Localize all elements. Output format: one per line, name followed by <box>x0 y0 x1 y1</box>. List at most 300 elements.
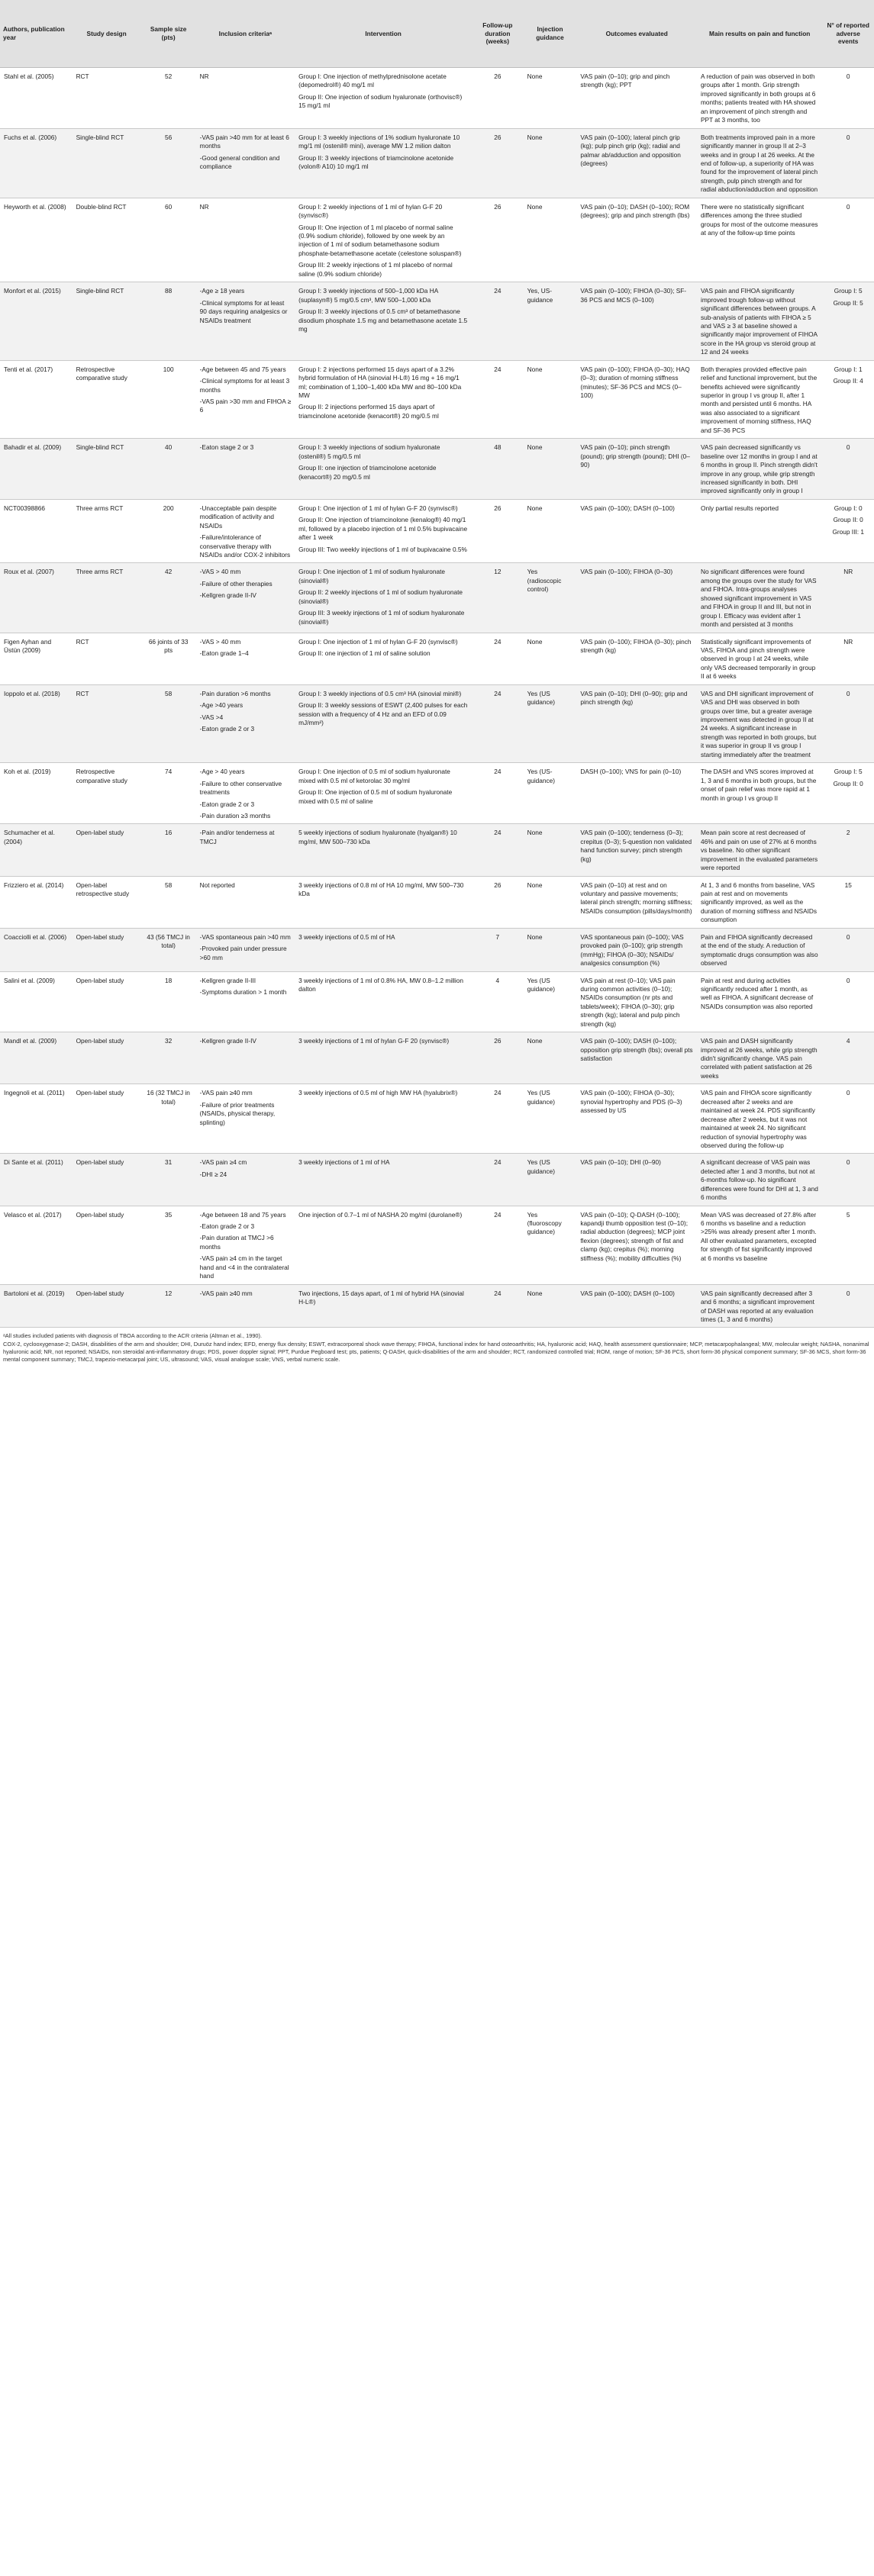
cell-intervention-line: 3 weekly injections of 0.5 ml of HA <box>298 932 395 941</box>
cell-criteria <box>196 876 295 928</box>
cell-design: Open-label study <box>73 1032 141 1084</box>
cell-criteria <box>196 282 295 361</box>
cell-intervention-line: Group III: 2 weekly injections of 1 ml placebo of normal saline (0.9% sodium chloride) <box>298 261 453 278</box>
table-row <box>0 824 874 876</box>
cell-author: Figen Ayhan and Üstün (2009) <box>0 633 73 684</box>
header-inclusion-criteria: Inclusion criteriaᵃ <box>196 0 295 68</box>
cell-criteria <box>196 563 295 633</box>
cell-author: Velasco et al. (2017) <box>0 1206 73 1284</box>
cell-followup: 24 <box>472 1284 524 1328</box>
cell-design: Three arms RCT <box>73 563 141 633</box>
cell-author: Ioppolo et al. (2018) <box>0 684 73 763</box>
table-row <box>0 499 874 563</box>
cell-adverse <box>822 198 874 282</box>
cell-design: Single-blind RCT <box>73 282 141 361</box>
cell-adverse <box>822 1284 874 1328</box>
table-body <box>0 68 874 1328</box>
cell-criteria <box>196 128 295 198</box>
cell-intervention-line: 5 weekly injections of sodium hyaluronate (hyalgan®) 10 mg/ml, MW 500–730 kDa <box>298 829 457 845</box>
cell-design: Double-blind RCT <box>73 198 141 282</box>
cell-intervention-line: Group II: 3 weekly injections of triamcinolone acetonide (volon® A10) 10 mg/1 ml <box>298 153 454 170</box>
cell-intervention <box>295 824 472 876</box>
cell-guidance: None <box>524 439 577 500</box>
footnote-criteria: ᵃAll studies included patients with diagnosis of TBOA according to the ACR criteria (Altman et al., 1990). <box>3 1332 263 1340</box>
cell-criteria-line: -Provoked pain under pressure >60 mm <box>199 945 287 961</box>
cell-outcomes: VAS pain (0–100); lateral pinch grip (kg); pulp pinch grip (kg); radial and palmar ab/adduction and opposition (degrees) <box>576 128 697 198</box>
table-row <box>0 763 874 824</box>
cell-criteria-line: -Eaton grade 2 or 3 <box>199 800 255 808</box>
header-injection-guidance: Injection guidance <box>524 0 577 68</box>
cell-sample: 60 <box>141 198 196 282</box>
cell-author: Schumacher et al. (2004) <box>0 824 73 876</box>
footnote-abbreviations: COX-2, cyclooxygenase-2; DASH, disabilities of the arm and shoulder; DHI, Duruöz hand index; EFD, energy flux density; ESWT, extracorporeal shock wave therapy; FIHOA, functional index for hand osteoarthritis; HA, hyaluronic acid; HAQ, health assessment questionnaire; MCP, metacarpophalangeal; MW, molecular weight; NASHA, nonanimal hyaluronic acid; NR, not reported; NSAIDs, non steroidal anti-inflammatory drugs; PDS, power doppler signal; PPT, Purdue Pegboard test; pts, patients; Q-DASH, quick-disabilities of the arm and shoulder; RCT, randomized controlled trial; ROM, range of motion; SF-36 PCS, short form-36 physical component summary; SF-36 MCS, short form-36 mental component summary; TMCJ, trapezio-metacarpal joint; US, ultrasound; VAS, visual analogue scale; VNS, verbal numeric scale. <box>3 1340 869 1364</box>
cell-adverse-line: 0 <box>846 443 850 452</box>
cell-adverse-line: Group II: 0 <box>833 516 863 524</box>
cell-criteria-line: -VAS > 40 mm <box>199 637 241 646</box>
cell-criteria-line: -VAS pain >40 mm for at least 6 months <box>199 133 289 150</box>
cell-author: Bartoloni et al. (2019) <box>0 1284 73 1328</box>
cell-adverse-line: 15 <box>844 881 852 889</box>
cell-criteria-line: -Kellgren grade II-IV <box>199 1037 256 1045</box>
cell-results: VAS pain and FIHOA significantly improved trough follow-up without significant differences between groups. A sub-analysis of patients with FIHOA ≥ 5 and VAS ≥ 3 at baseline showed a significantly major improvement of FIHOA score in the HA group vs steroid group at 12 and 24 weeks <box>697 282 822 361</box>
cell-sample: 42 <box>141 563 196 633</box>
cell-criteria-line: -Eaton grade 1–4 <box>199 649 249 657</box>
cell-results: At 1, 3 and 6 months from baseline, VAS pain at rest and on movements significantly improved, as well as the duration of morning stiffness and NSAIDs consumption <box>697 876 822 928</box>
cell-intervention-line: Group II: one injection of triamcinolone acetonide (kenacort®) 20 mg/0.5 ml <box>298 464 437 481</box>
cell-adverse <box>822 633 874 684</box>
cell-guidance: None <box>524 128 577 198</box>
cell-sample: 32 <box>141 1032 196 1084</box>
cell-followup: 24 <box>472 684 524 763</box>
header-main-results: Main results on pain and function <box>697 0 822 68</box>
cell-intervention <box>295 68 472 129</box>
cell-criteria <box>196 763 295 824</box>
cell-design: RCT <box>73 684 141 763</box>
header-outcomes: Outcomes evaluated <box>576 0 697 68</box>
cell-guidance: Yes (US guidance) <box>524 1154 577 1206</box>
cell-followup: 24 <box>472 763 524 824</box>
cell-intervention-line: 3 weekly injections of 1 ml of hylan G-F 20 (synvisc®) <box>298 1037 450 1045</box>
cell-followup: 48 <box>472 439 524 500</box>
table-row <box>0 563 874 633</box>
cell-criteria-line: Not reported <box>199 881 235 889</box>
cell-adverse <box>822 563 874 633</box>
cell-outcomes: VAS pain (0–100); DASH (0–100) <box>576 1284 697 1328</box>
cell-sample: 43 (56 TMCJ in total) <box>141 928 196 971</box>
cell-criteria-line: -Kellgren grade II-IV <box>199 591 256 600</box>
cell-adverse <box>822 68 874 129</box>
cell-criteria-line: -Age > 40 years <box>199 768 245 776</box>
cell-design: Open-label study <box>73 1154 141 1206</box>
table-row <box>0 282 874 361</box>
cell-followup: 26 <box>472 68 524 129</box>
cell-sample: 18 <box>141 971 196 1032</box>
cell-outcomes: VAS pain (0–10) at rest and on voluntary and passive movements; lateral pinch strength; morning stiffness; NSAIDs consumption (pills/days/month) <box>576 876 697 928</box>
cell-adverse-line: 0 <box>846 72 850 80</box>
cell-adverse-line: Group III: 1 <box>832 527 864 536</box>
cell-outcomes: VAS pain (0–10); DHI (0–90) <box>576 1154 697 1206</box>
cell-intervention-line: 3 weekly injections of 1 ml of 0.8% HA, MW 0.8–1.2 million dalton <box>298 976 463 993</box>
cell-intervention-line: Group I: One injection of 0.5 ml of sodium hyaluronate mixed with 0.5 ml of ketorolac 30 mg/ml <box>298 768 450 784</box>
cell-guidance: None <box>524 876 577 928</box>
cell-intervention-line: 3 weekly injections of 0.5 ml of high MW HA (hyalubrix®) <box>298 1089 458 1097</box>
cell-criteria <box>196 1084 295 1154</box>
cell-criteria <box>196 633 295 684</box>
cell-criteria-line: -Unacceptable pain despite modification of activity and NSAIDs <box>199 504 277 530</box>
table-row <box>0 1206 874 1284</box>
cell-outcomes: VAS pain (0–10); pinch strength (pound); grip strength (pound); DHI (0–90) <box>576 439 697 500</box>
cell-followup: 26 <box>472 1032 524 1084</box>
cell-criteria <box>196 1032 295 1084</box>
table-row <box>0 128 874 198</box>
cell-author: Tenti et al. (2017) <box>0 360 73 439</box>
cell-intervention-line: Group I: One injection of 1 ml of sodium hyaluronate (sinovial®) <box>298 568 445 584</box>
cell-criteria-line: -VAS spontaneous pain >40 mm <box>199 932 291 941</box>
cell-criteria-line: -Failure of other therapies <box>199 579 273 588</box>
table-row <box>0 1032 874 1084</box>
cell-outcomes: VAS pain (0–10); Q-DASH (0–100); kapandji thumb opposition test (0–10); radial abduction (degrees); MCP joint flexion (degrees); strength of fist and clamp (kg); crepitus (%); morning stiffness (%); mobility difficulties (%) <box>576 1206 697 1284</box>
table-row <box>0 1284 874 1328</box>
cell-guidance: Yes (US-guidance) <box>524 763 577 824</box>
cell-design: Single-blind RCT <box>73 128 141 198</box>
cell-criteria-line: -Age between 18 and 75 years <box>199 1210 286 1219</box>
table-row <box>0 684 874 763</box>
cell-results: VAS pain significantly decreased after 3 and 6 months; a significant improvement of DASH was reported at any evaluation times (1, 3 and 6 months) <box>697 1284 822 1328</box>
cell-adverse-line: Group II: 5 <box>833 298 863 307</box>
cell-followup: 26 <box>472 198 524 282</box>
cell-author: Monfort et al. (2015) <box>0 282 73 361</box>
cell-intervention-line: Group I: 3 weekly injections of 0.5 cm³ HA (sinovial mini®) <box>298 689 462 697</box>
cell-intervention-line: Group II: 2 injections performed 15 days apart of triamcinolone acetonide (kenacort®) 20 mg/0.5 ml <box>298 403 439 420</box>
cell-design: Open-label study <box>73 971 141 1032</box>
cell-criteria <box>196 1206 295 1284</box>
cell-guidance: None <box>524 499 577 563</box>
cell-results: Statistically significant improvements of VAS, FIHOA and pinch strength were observed in group I at 24 weeks, while only VAS decreased temporarily in group II at 6 weeks <box>697 633 822 684</box>
cell-criteria <box>196 1284 295 1328</box>
cell-intervention-line: Group II: 3 weekly injections of 0.5 cm³ of betamethasone disodium phosphate 1.5 mg and betamethasone acetate 1.5 mg <box>298 308 468 333</box>
cell-followup: 24 <box>472 1084 524 1154</box>
cell-sample: 56 <box>141 128 196 198</box>
cell-criteria-line: -VAS pain ≥40 mm <box>199 1089 253 1097</box>
cell-criteria <box>196 198 295 282</box>
cell-results: VAS pain and DASH significantly improved at 26 weeks, while grip strength didn't significantly change. VAS pain correlated with patient satisfaction at 26 weeks <box>697 1032 822 1084</box>
cell-criteria-line: -VAS pain >30 mm and FIHOA ≥ 6 <box>199 398 292 414</box>
cell-intervention <box>295 633 472 684</box>
cell-results: VAS and DHI significant improvement of VAS and DHI was observed in both groups over time, but a greater average improvement was detected in group II at 24 weeks. A significant increase in strength was reported in both groups, but it was superior in group II vs group I starting immediately after the treatment <box>697 684 822 763</box>
cell-sample: 52 <box>141 68 196 129</box>
cell-adverse <box>822 128 874 198</box>
cell-author: Stahl et al. (2005) <box>0 68 73 129</box>
cell-criteria-line: -VAS >4 <box>199 713 224 721</box>
cell-criteria-line: -Clinical symptoms for at least 3 months <box>199 377 290 394</box>
cell-author: Frizziero et al. (2014) <box>0 876 73 928</box>
cell-intervention-line: Group II: One injection of 1 ml placebo of normal saline (0.9% sodium chloride), followed by one week by an injection of 1 ml of sodium betamethasone sodium phosphate-betamethasone acetate (celestone soluspan®) <box>298 223 462 257</box>
cell-criteria <box>196 684 295 763</box>
cell-design: Open-label study <box>73 928 141 971</box>
cell-criteria <box>196 971 295 1032</box>
header-authors: Authors, publication year <box>0 0 73 68</box>
header-sample-size: Sample size (pts) <box>141 0 196 68</box>
cell-followup: 26 <box>472 876 524 928</box>
cell-adverse-line: Group I: 5 <box>834 768 863 776</box>
cell-criteria-line: -Age ≥ 18 years <box>199 287 245 295</box>
cell-followup: 26 <box>472 499 524 563</box>
cell-results: A significant decrease of VAS pain was detected after 1 and 3 months, but not at 6-months follow-up. No significant differences were found for DHI at 1, 3 and 6 months <box>697 1154 822 1206</box>
cell-adverse-line: NR <box>843 637 853 646</box>
cell-criteria-line: -Failure/intolerance of conservative therapy with NSAIDs and/or COX-2 inhibitors <box>199 533 291 559</box>
cell-results: VAS pain and FIHOA score significantly decreased after 2 weeks and are maintained at week 24. PDS significantly decrease after 2 weeks, but it was not maintained at week 24. No significant reduction of synovial hypertrophy was observed during the follow-up <box>697 1084 822 1154</box>
cell-intervention-line: Group I: One injection of 1 ml of hylan G-F 20 (synvisc®) <box>298 504 458 512</box>
cell-design: Open-label study <box>73 1284 141 1328</box>
cell-design: Single-blind RCT <box>73 439 141 500</box>
cell-intervention-line: Group I: One injection of 1 ml of hylan G-F 20 (synvisc®) <box>298 637 458 646</box>
cell-intervention-line: Group II: 3 weekly sessions of ESWT (2,400 pulses for each session with a frequency of 4 Hz and an EFD of 0.09 mJ/mm²) <box>298 701 468 726</box>
cell-adverse-line: 5 <box>846 1210 850 1219</box>
cell-author: Salini et al. (2009) <box>0 971 73 1032</box>
cell-guidance: Yes (US guidance) <box>524 1084 577 1154</box>
cell-adverse <box>822 499 874 563</box>
cell-outcomes: DASH (0–100); VNS for pain (0–10) <box>576 763 697 824</box>
cell-criteria-line: -Eaton grade 2 or 3 <box>199 725 255 733</box>
cell-sample: 12 <box>141 1284 196 1328</box>
cell-criteria-line: -DHI ≥ 24 <box>199 1170 227 1178</box>
cell-guidance: None <box>524 68 577 129</box>
cell-intervention-line: Group II: 2 weekly injections of 1 ml of sodium hyaluronate (sinovial®) <box>298 588 463 605</box>
cell-adverse-line: 0 <box>846 1158 850 1167</box>
cell-criteria <box>196 68 295 129</box>
cell-sample: 88 <box>141 282 196 361</box>
cell-adverse <box>822 876 874 928</box>
cell-criteria-line: -VAS pain ≥40 mm <box>199 1289 253 1297</box>
cell-design: Open-label study <box>73 1084 141 1154</box>
cell-intervention <box>295 198 472 282</box>
cell-followup: 24 <box>472 282 524 361</box>
cell-adverse <box>822 763 874 824</box>
cell-design: Open-label study <box>73 824 141 876</box>
cell-criteria-line: -Pain duration at TMCJ >6 months <box>199 1234 274 1251</box>
cell-intervention-line: Group I: One injection of methylprednisolone acetate (depomedrol®) 40 mg/1 ml <box>298 72 447 89</box>
cell-adverse <box>822 1032 874 1084</box>
cell-criteria <box>196 439 295 500</box>
cell-sample: 58 <box>141 876 196 928</box>
cell-results: There were no statistically significant differences among the three studied groups for most of the outcome measures at any of the follow-up time points <box>697 198 822 282</box>
cell-intervention-line: Group II: One injection of 0.5 ml of sodium hyaluronate mixed with 0.5 ml of saline <box>298 788 453 805</box>
cell-author: Di Sante et al. (2011) <box>0 1154 73 1206</box>
cell-sample: 66 joints of 33 pts <box>141 633 196 684</box>
cell-guidance: None <box>524 360 577 439</box>
cell-guidance: None <box>524 1284 577 1328</box>
cell-intervention-line: Group I: 3 weekly injections of 500–1,000 kDa HA (suplasyn®) 5 mg/0.5 cm³, MW 500–1,000 kDa <box>298 287 438 304</box>
cell-criteria <box>196 499 295 563</box>
table-row <box>0 928 874 971</box>
cell-intervention <box>295 1154 472 1206</box>
table-row <box>0 439 874 500</box>
cell-criteria <box>196 824 295 876</box>
cell-design: RCT <box>73 633 141 684</box>
cell-criteria-line: -VAS pain ≥4 cm <box>199 1158 247 1167</box>
cell-design: Open-label retrospective study <box>73 876 141 928</box>
cell-intervention-line: Group II: one injection of 1 ml of saline solution <box>298 649 431 657</box>
cell-criteria-line: -VAS pain ≥4 cm in the target hand and <4 in the contralateral hand <box>199 1254 289 1280</box>
cell-criteria-line: NR <box>199 72 209 80</box>
cell-guidance: Yes (fluoroscopy guidance) <box>524 1206 577 1284</box>
cell-criteria-line: -Pain and/or tenderness at TMCJ <box>199 829 275 845</box>
cell-criteria-line: -Kellgren grade II-III <box>199 976 256 984</box>
cell-followup: 24 <box>472 633 524 684</box>
cell-criteria-line: -Eaton grade 2 or 3 <box>199 1222 255 1230</box>
cell-criteria-line: -Failure to other conservative treatments <box>199 779 282 797</box>
cell-intervention <box>295 876 472 928</box>
cell-intervention-line: Two injections, 15 days apart, of 1 ml of hybrid HA (sinovial H-L®) <box>298 1289 464 1306</box>
cell-followup: 4 <box>472 971 524 1032</box>
cell-outcomes: VAS pain (0–10); DASH (0–100); ROM (degrees); grip and pinch strength (lbs) <box>576 198 697 282</box>
cell-intervention <box>295 684 472 763</box>
cell-intervention <box>295 360 472 439</box>
cell-adverse-line: Group I: 0 <box>834 504 863 512</box>
table-footnotes <box>0 1328 874 1364</box>
cell-author: Heyworth et al. (2008) <box>0 198 73 282</box>
cell-criteria-line: -Pain duration >6 months <box>199 689 271 697</box>
cell-intervention <box>295 282 472 361</box>
table-row <box>0 68 874 129</box>
cell-outcomes: VAS pain (0–10); DHI (0–90); grip and pinch strength (kg) <box>576 684 697 763</box>
cell-adverse <box>822 824 874 876</box>
cell-results: The DASH and VNS scores improved at 1, 3 and 6 months in both groups, but the onset of pain relief was more rapid at 1 month in group I vs group II <box>697 763 822 824</box>
cell-intervention-line: One injection of 0.7–1 ml of NASHA 20 mg/ml (durolane®) <box>298 1210 463 1219</box>
cell-followup: 12 <box>472 563 524 633</box>
cell-guidance: Yes (US guidance) <box>524 971 577 1032</box>
cell-criteria-line: -Eaton stage 2 or 3 <box>199 443 254 452</box>
cell-outcomes: VAS pain at rest (0–10); VAS pain during common activities (0–10); NSAIDs consumption (nr pts and tablets/week); FIHOA (0–30); grip strength (kg); lateral and pulp pinch strength (kg) <box>576 971 697 1032</box>
cell-adverse-line: Group II: 4 <box>833 377 863 385</box>
cell-outcomes: VAS pain (0–100); DASH (0–100); opposition grip strength (lbs); overall pts satisfaction <box>576 1032 697 1084</box>
cell-intervention <box>295 1032 472 1084</box>
cell-intervention-line: 3 weekly injections of 1 ml of HA <box>298 1158 390 1167</box>
cell-author: Ingegnoli et al. (2011) <box>0 1084 73 1154</box>
cell-guidance: Yes (US guidance) <box>524 684 577 763</box>
table-row <box>0 198 874 282</box>
cell-criteria-line: -Age between 45 and 75 years <box>199 365 286 373</box>
cell-intervention-line: Group III: Two weekly injections of 1 ml of bupivacaine 0.5% <box>298 545 467 553</box>
cell-criteria <box>196 1154 295 1206</box>
cell-results: Mean pain score at rest decreased of 46% and pain on use of 27% at 6 months vs baseline. No other significant improvement in the evaluated parameters were reported <box>697 824 822 876</box>
cell-sample: 74 <box>141 763 196 824</box>
cell-author: Mandl et al. (2009) <box>0 1032 73 1084</box>
cell-adverse-line: 0 <box>846 1289 850 1297</box>
cell-adverse <box>822 928 874 971</box>
cell-results: Pain at rest and during activities significantly reduced after 1 month, as well as FIHOA. A significant decrease of NSAIDs consumption was also reported <box>697 971 822 1032</box>
cell-intervention <box>295 128 472 198</box>
cell-intervention-line: 3 weekly injections of 0.8 ml of HA 10 mg/ml, MW 500–730 kDa <box>298 881 464 897</box>
cell-intervention <box>295 1206 472 1284</box>
cell-sample: 100 <box>141 360 196 439</box>
cell-adverse <box>822 1206 874 1284</box>
cell-adverse <box>822 282 874 361</box>
cell-sample: 16 (32 TMCJ in total) <box>141 1084 196 1154</box>
cell-intervention <box>295 499 472 563</box>
cell-criteria-line: -Failure of prior treatments (NSAIDs, physical therapy, splinting) <box>199 1100 276 1126</box>
cell-outcomes: VAS spontaneous pain (0–100); VAS provoked pain (0–100); grip strength (mmHg); FIHOA (0–30); NSAIDs/ analgesics consumption (%) <box>576 928 697 971</box>
cell-design: Retrospective comparative study <box>73 360 141 439</box>
cell-adverse <box>822 1084 874 1154</box>
cell-sample: 200 <box>141 499 196 563</box>
table-row <box>0 633 874 684</box>
cell-intervention-line: Group I: 2 injections performed 15 days apart of a 3.2% hybrid formulation of HA (sinovial H-L®) 16 mg + 16 mg/1 ml; combination of 1,100–1,400 kDa MW and 80–100 kDa MW <box>298 365 462 399</box>
cell-outcomes: VAS pain (0–100); FIHOA (0–30); pinch strength (kg) <box>576 633 697 684</box>
cell-intervention-line: Group I: 2 weekly injections of 1 ml of hylan G-F 20 (synvisc®) <box>298 202 443 220</box>
header-adverse-events: N° of reported adverse events <box>822 0 874 68</box>
cell-adverse <box>822 360 874 439</box>
cell-intervention <box>295 1284 472 1328</box>
cell-followup: 7 <box>472 928 524 971</box>
cell-intervention-line: Group I: 3 weekly injections of 1% sodium hyaluronate 10 mg/1 ml (ostenil® mini), average MW 1.2 milion dalton <box>298 133 460 150</box>
cell-criteria-line: -Symptoms duration > 1 month <box>199 987 287 996</box>
cell-followup: 24 <box>472 824 524 876</box>
cell-guidance: None <box>524 633 577 684</box>
cell-criteria-line: -Good general condition and compliance <box>199 153 280 170</box>
cell-adverse <box>822 1154 874 1206</box>
cell-outcomes: VAS pain (0–100); FIHOA (0–30); synovial hypertrophy and PDS (0–3) assessed by US <box>576 1084 697 1154</box>
cell-adverse <box>822 684 874 763</box>
cell-followup: 24 <box>472 360 524 439</box>
cell-adverse-line: Group I: 1 <box>834 365 863 373</box>
cell-adverse-line: 2 <box>846 829 850 837</box>
cell-criteria-line: -VAS > 40 mm <box>199 568 241 576</box>
cell-intervention-line: Group II: One injection of triamcinolone (kenalog®) 40 mg/1 ml, followed by a placebo injection of 1 ml 0.5% bupivacaine after 1 week <box>298 516 468 542</box>
cell-criteria-line: NR <box>199 202 209 211</box>
cell-intervention <box>295 563 472 633</box>
cell-sample: 40 <box>141 439 196 500</box>
cell-adverse-line: 0 <box>846 202 850 211</box>
cell-intervention <box>295 928 472 971</box>
cell-intervention-line: Group I: 3 weekly injections of sodium hyaluronate (ostenil®) 5 mg/0.5 ml <box>298 443 440 460</box>
cell-outcomes: VAS pain (0–100); FIHOA (0–30); HAQ (0–3); duration of morning stiffness (minutes); SF-36 PCS and MCS (0–100) <box>576 360 697 439</box>
table-row <box>0 971 874 1032</box>
cell-results: Mean VAS was decreased of 27.8% after 6 months vs baseline and a reduction >25% was already present after 1 month. All other evaluated parameters, excepted for strength of fist significantly improved at 6 months vs baseline <box>697 1206 822 1284</box>
cell-followup: 24 <box>472 1206 524 1284</box>
cell-adverse-line: 0 <box>846 1089 850 1097</box>
cell-design: Retrospective comparative study <box>73 763 141 824</box>
cell-guidance: Yes, US-guidance <box>524 282 577 361</box>
cell-outcomes: VAS pain (0–100); DASH (0–100) <box>576 499 697 563</box>
cell-adverse-line: 4 <box>846 1037 850 1045</box>
cell-author: Roux et al. (2007) <box>0 563 73 633</box>
cell-criteria <box>196 928 295 971</box>
cell-results: VAS pain decreased significantly vs baseline over 12 months in group I and at 6 months in group II. Pinch strength didn't improve in any group, while grip strength increased significantly in both. DHI improved significantly only in group I <box>697 439 822 500</box>
cell-author: Fuchs et al. (2006) <box>0 128 73 198</box>
cell-adverse-line: NR <box>843 568 853 576</box>
cell-design: Open-label study <box>73 1206 141 1284</box>
cell-sample: 35 <box>141 1206 196 1284</box>
table-row <box>0 876 874 928</box>
cell-adverse-line: Group II: 0 <box>833 779 863 787</box>
header-study-design: Study design <box>73 0 141 68</box>
cell-criteria-line: -Clinical symptoms for at least 90 days requiring analgesics or NSAIDs treatment <box>199 298 288 324</box>
cell-author: Coacciolli et al. (2006) <box>0 928 73 971</box>
cell-sample: 16 <box>141 824 196 876</box>
cell-results: Only partial results reported <box>697 499 822 563</box>
cell-results: Both therapies provided effective pain relief and functional improvement, but the benefits achieved were significantly superior in group I vs group II, after 1 month and persisted until 6 months. HA was also associated to a significant improvement of morning stiffness, HAQ and SF-36 PCS <box>697 360 822 439</box>
cell-outcomes: VAS pain (0–100); FIHOA (0–30) <box>576 563 697 633</box>
cell-outcomes: VAS pain (0–10); grip and pinch strength (kg); PPT <box>576 68 697 129</box>
cell-guidance: None <box>524 198 577 282</box>
cell-intervention <box>295 971 472 1032</box>
header-follow-up: Follow-up duration (weeks) <box>472 0 524 68</box>
cell-followup: 24 <box>472 1154 524 1206</box>
cell-sample: 31 <box>141 1154 196 1206</box>
cell-adverse-line: 0 <box>846 133 850 141</box>
table-row <box>0 1084 874 1154</box>
